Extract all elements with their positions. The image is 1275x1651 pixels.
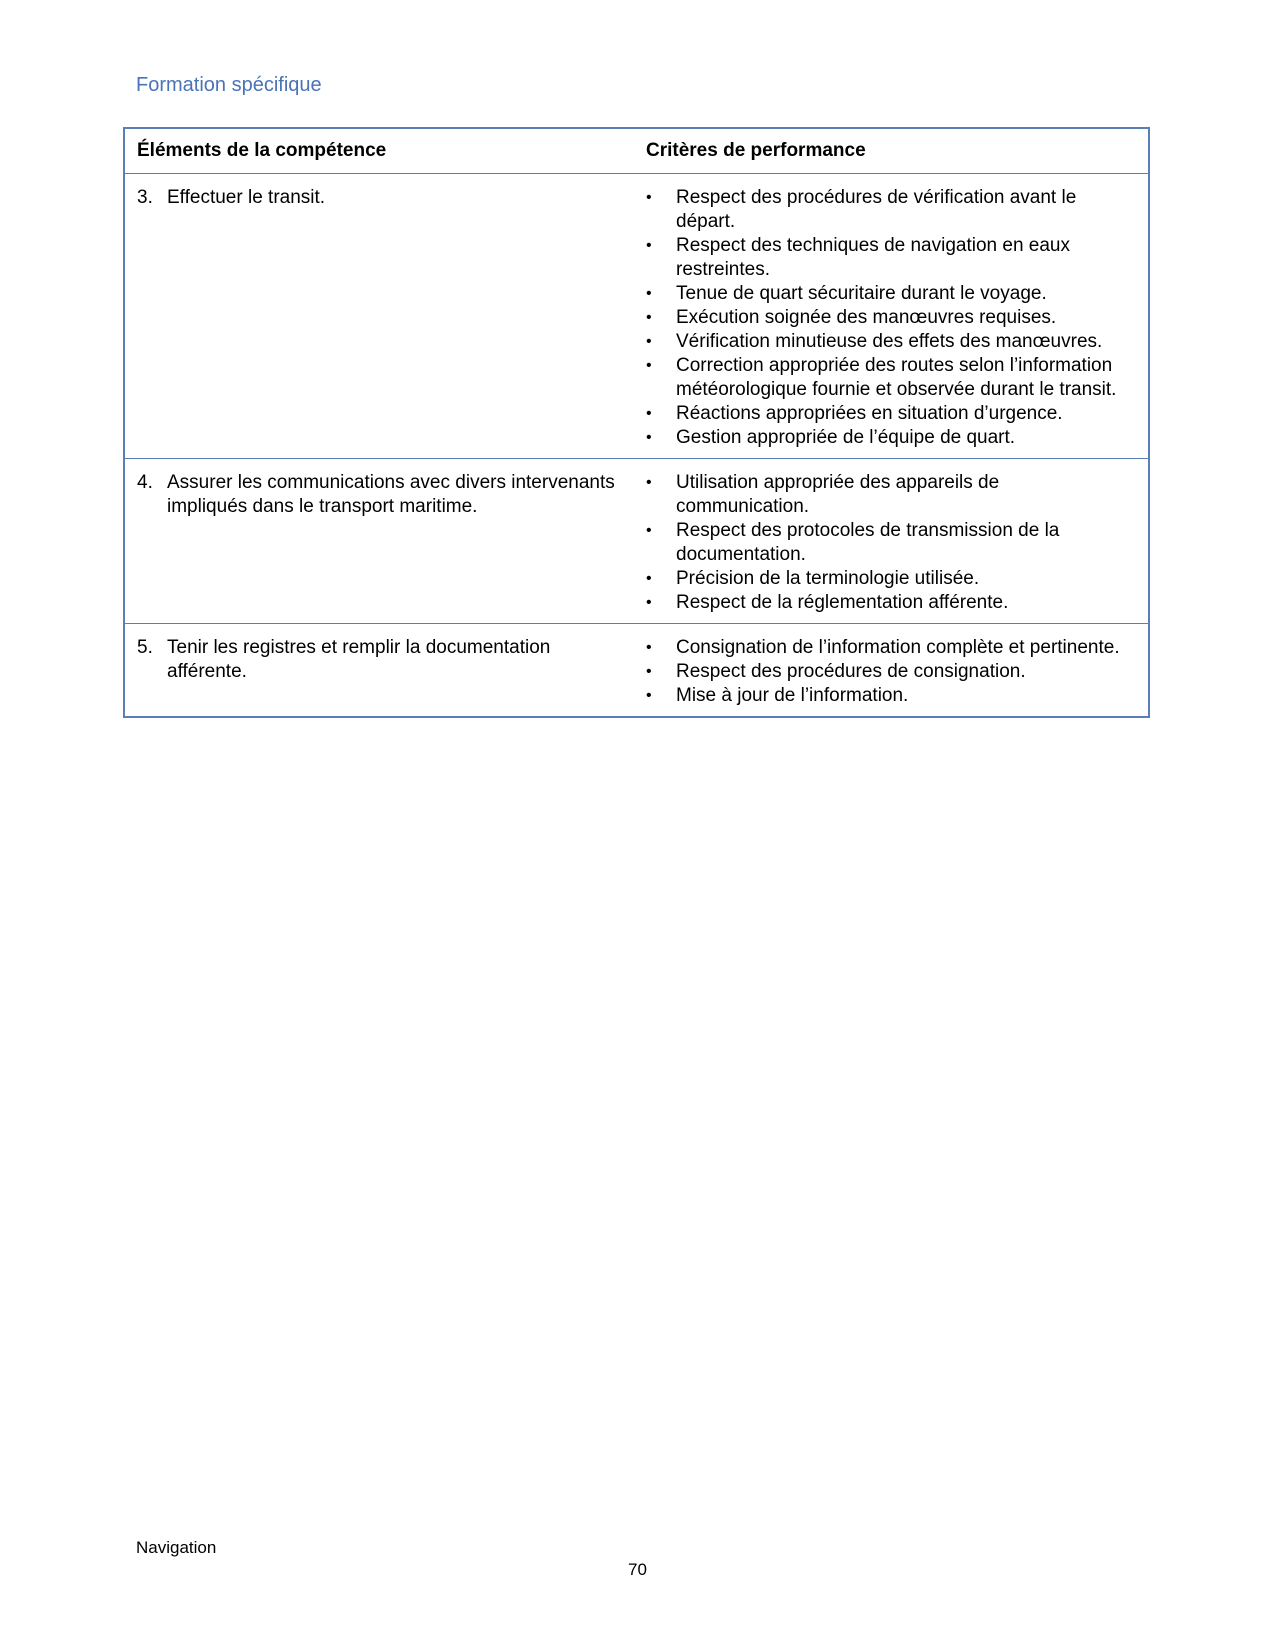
list-item: • Réactions appropriées en situation d’urgence.: [646, 403, 1063, 424]
criteria-list: [646, 636, 1136, 708]
bullet-icon: •: [646, 639, 652, 656]
bullet-icon: •: [646, 309, 652, 326]
list-item: • Précision de la terminologie utilisée.: [646, 568, 980, 589]
bullet-icon: •: [646, 237, 652, 254]
element-number: 4.: [137, 472, 153, 493]
list-item: • Vérification minutieuse des effets des manœuvres.: [646, 331, 1103, 352]
element-number: 5.: [137, 637, 153, 658]
table-row: [124, 624, 1149, 718]
competence-element: [137, 186, 622, 210]
list-item: • Respect de la réglementation afférente.: [646, 592, 1009, 613]
bullet-icon: •: [646, 687, 652, 704]
bullet-icon: •: [646, 189, 652, 206]
criteria-cell: [634, 174, 1149, 459]
list-item: • Respect des procédures de consignation.: [646, 661, 1026, 682]
list-item: • Respect des protocoles de transmission de la documentation.: [646, 520, 1060, 565]
element-text: Tenir les registres et remplir la documentation afférente.: [167, 637, 551, 682]
criteria-cell: [634, 624, 1149, 718]
section-title: Formation spécifique: [136, 74, 322, 96]
criteria-cell: [634, 459, 1149, 624]
table-row: [124, 459, 1149, 624]
bullet-icon: •: [646, 474, 652, 491]
list-item: • Tenue de quart sécuritaire durant le voyage.: [646, 283, 1047, 304]
bullet-icon: •: [646, 429, 652, 446]
bullet-icon: •: [646, 333, 652, 350]
element-text: Assurer les communications avec divers intervenants impliqués dans le transport maritime.: [167, 472, 615, 517]
element-cell: [124, 459, 634, 624]
criteria-list: [646, 186, 1136, 450]
competence-element: [137, 636, 622, 684]
element-number: 3.: [137, 187, 153, 208]
bullet-icon: •: [646, 285, 652, 302]
bullet-icon: •: [646, 357, 652, 374]
list-item: • Exécution soignée des manœuvres requises.: [646, 307, 1057, 328]
page-number: 70: [628, 1560, 647, 1579]
list-item: • Utilisation appropriée des appareils de communication.: [646, 472, 1000, 517]
element-cell: [124, 174, 634, 459]
competence-element: [137, 471, 622, 519]
list-item: • Respect des techniques de navigation en eaux restreintes.: [646, 235, 1070, 280]
bullet-icon: •: [646, 594, 652, 611]
footer-label: Navigation: [136, 1538, 217, 1557]
table-row: [124, 174, 1149, 459]
list-item: • Correction appropriée des routes selon l’information météorologique fournie et observée durant le transit.: [646, 355, 1117, 400]
col-header-criteres: Critères de performance: [634, 128, 1149, 174]
list-item: • Respect des procédures de vérification avant le départ.: [646, 187, 1077, 232]
list-item: • Consignation de l’information complète et pertinente.: [646, 637, 1120, 658]
bullet-icon: •: [646, 522, 652, 539]
element-cell: [124, 624, 634, 718]
element-text: Effectuer le transit.: [167, 187, 326, 208]
bullet-icon: •: [646, 570, 652, 587]
bullet-icon: •: [646, 405, 652, 422]
bullet-icon: •: [646, 663, 652, 680]
list-item: • Mise à jour de l’information.: [646, 685, 909, 706]
col-header-elements: Éléments de la compétence: [124, 128, 634, 174]
criteria-list: [646, 471, 1136, 615]
competence-table: [123, 127, 1150, 718]
table-header-row: [124, 128, 1149, 174]
list-item: • Gestion appropriée de l’équipe de quart.: [646, 427, 1016, 448]
